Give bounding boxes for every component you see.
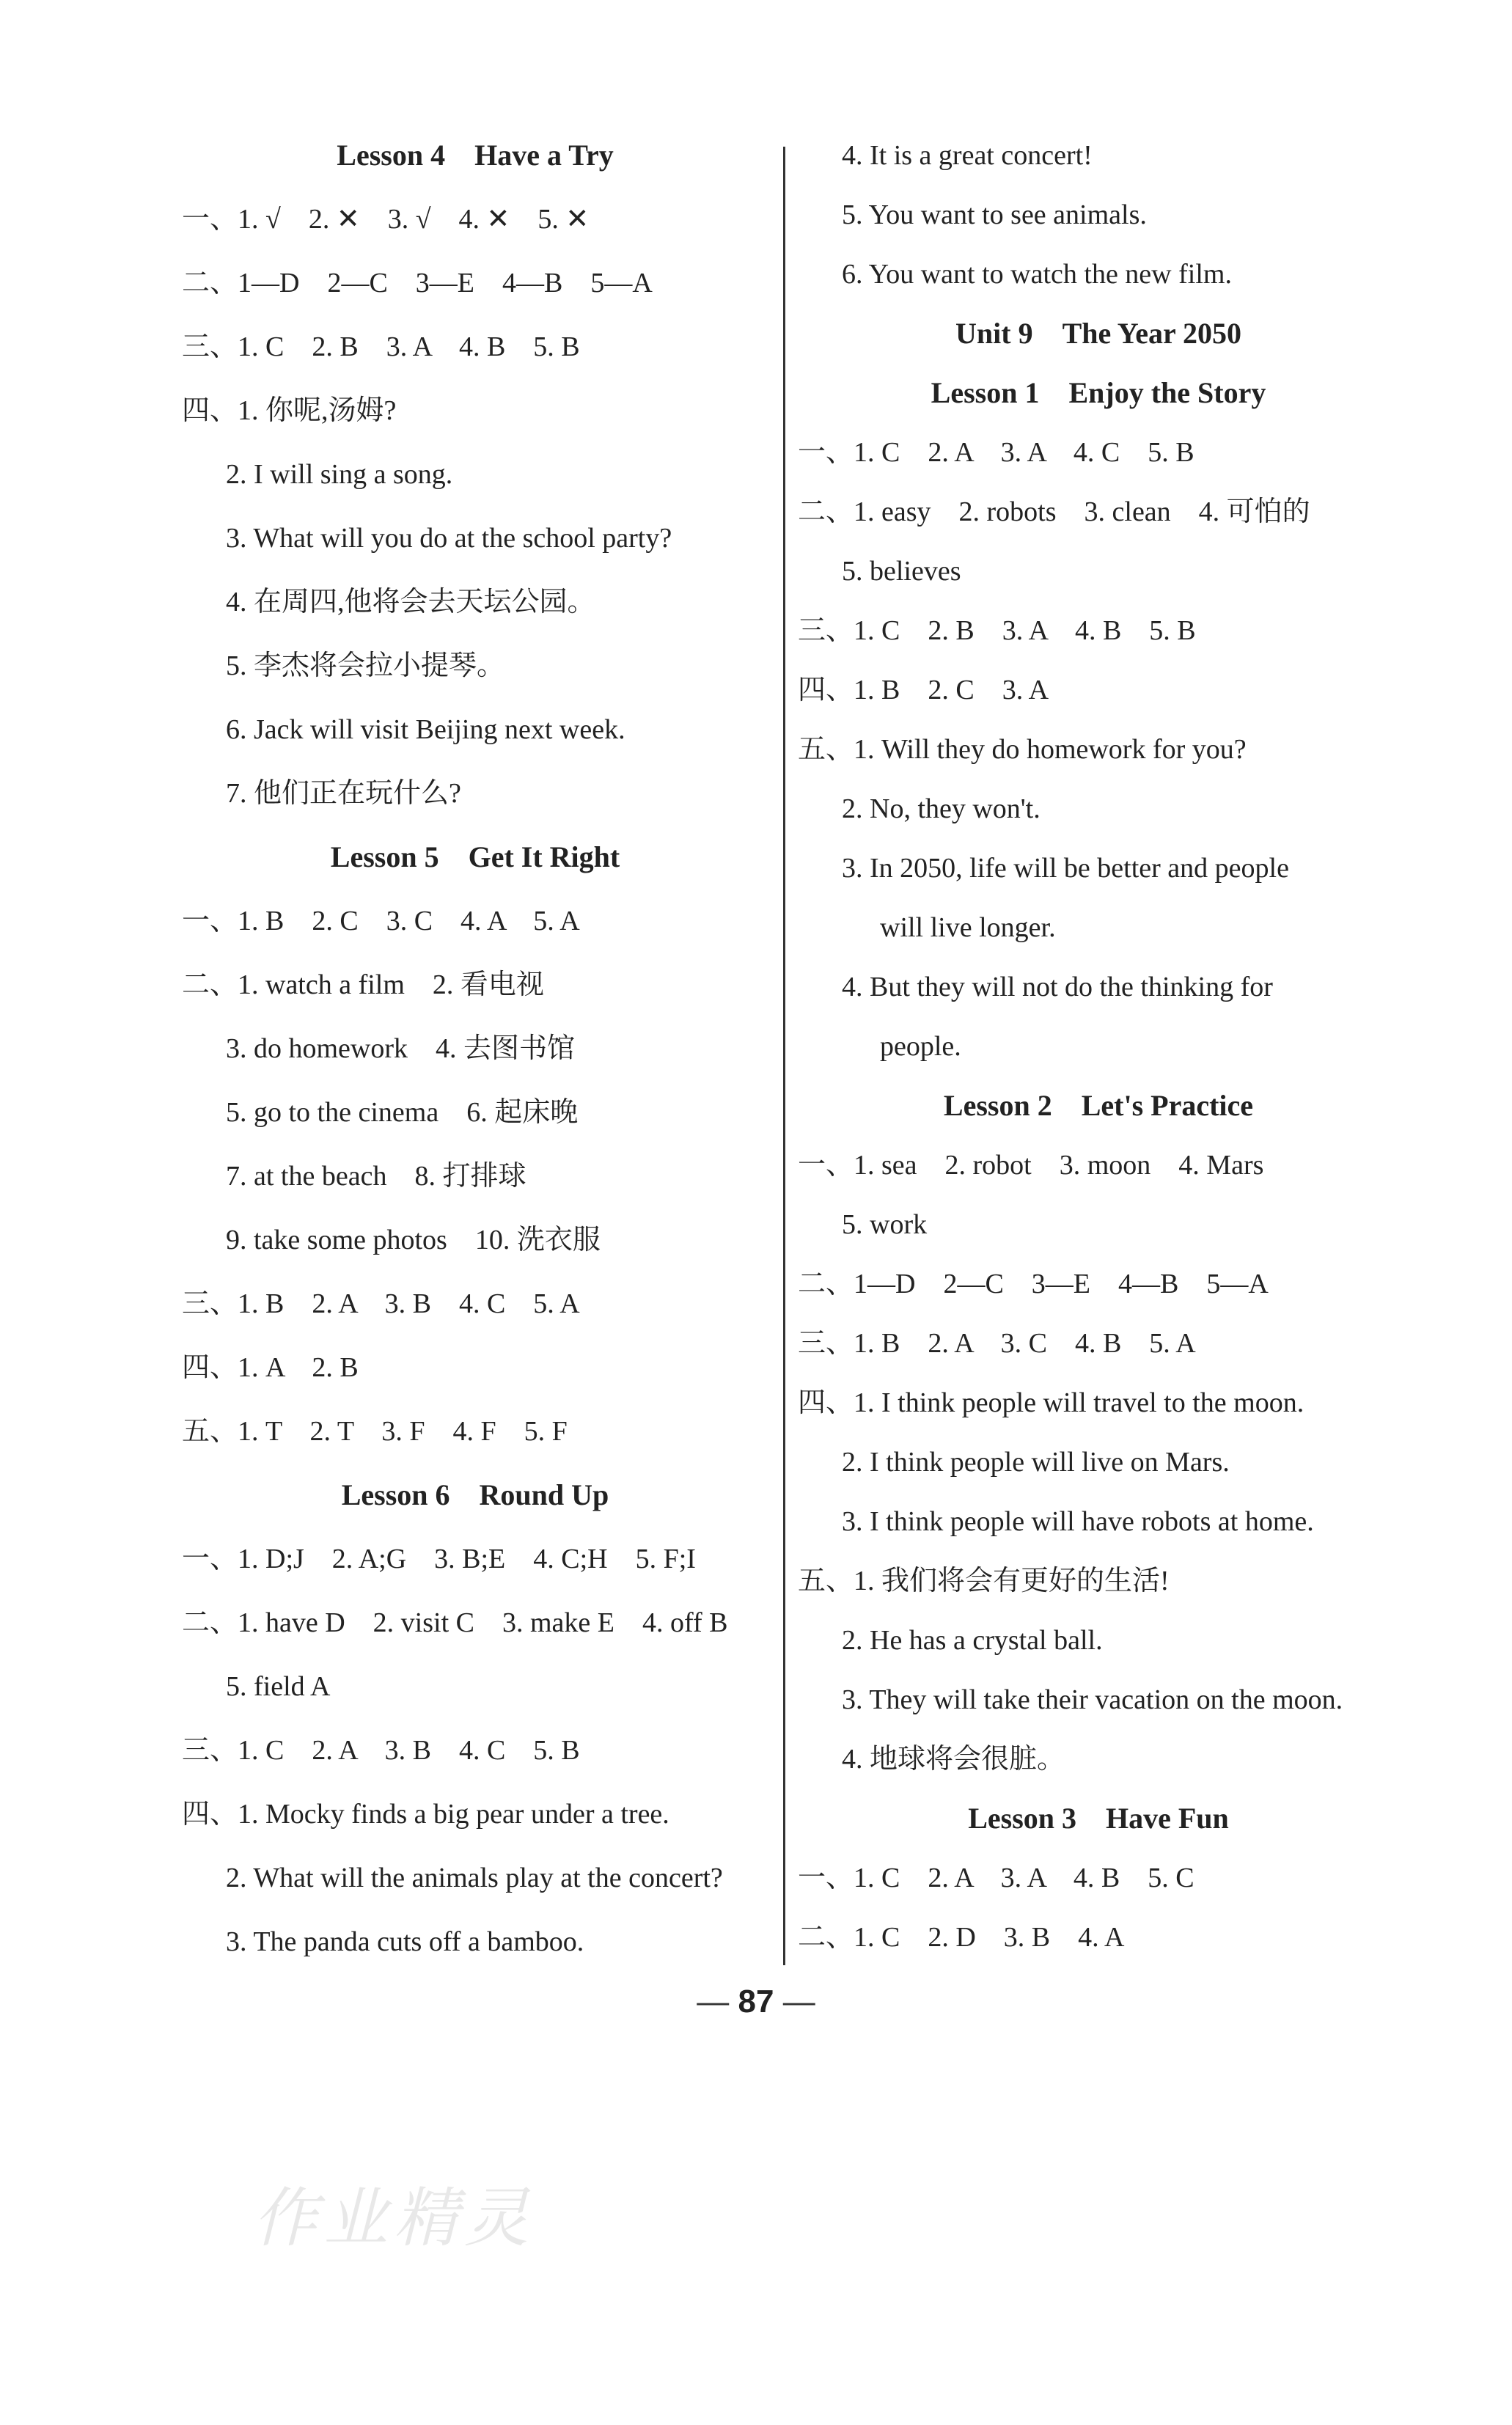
- page-number-dash-right: —: [782, 1984, 815, 2019]
- section-heading: Lesson 2 Let's Practice: [943, 1089, 1254, 1122]
- watermark-text: 作业精灵: [253, 2180, 535, 2256]
- answer-subline: 9. take some photos 10. 洗衣服: [226, 1225, 601, 1255]
- answer-subline: 5. go to the cinema 6. 起床晚: [226, 1097, 579, 1128]
- answer-continuation: people.: [880, 1031, 961, 1062]
- answer-continuation: will live longer.: [880, 912, 1056, 943]
- answer-subline: 2. He has a crystal ball.: [842, 1625, 1103, 1656]
- answer-line: 一、1. C 2. A 3. A 4. B 5. C: [798, 1863, 1194, 1893]
- answer-subline: 4. But they will not do the thinking for: [842, 972, 1273, 1002]
- answer-subline: 5. field A: [226, 1671, 331, 1702]
- section-heading: Lesson 1 Enjoy the Story: [931, 376, 1266, 409]
- answer-line: 四、1. A 2. B: [182, 1352, 359, 1383]
- answer-subline: 6. You want to watch the new film.: [842, 259, 1232, 290]
- answer-subline: 6. Jack will visit Beijing next week.: [226, 714, 625, 745]
- answer-line: 二、1. C 2. D 3. B 4. A: [798, 1922, 1125, 1953]
- answer-line: 四、1. B 2. C 3. A: [798, 675, 1049, 705]
- answer-subline: 3. What will you do at the school party?: [226, 523, 672, 554]
- answer-subline: 4. It is a great concert!: [842, 140, 1093, 171]
- answer-line: 二、1—D 2—C 3—E 4—B 5—A: [182, 268, 653, 298]
- answer-line: 五、1. T 2. T 3. F 4. F 5. F: [182, 1416, 568, 1447]
- answer-subline: 7. 他们正在玩什么?: [226, 778, 461, 809]
- answer-subline: 2. I will sing a song.: [226, 459, 453, 490]
- answer-subline: 4. 地球将会很脏。: [842, 1744, 1065, 1775]
- answer-line: 四、1. Mocky finds a big pear under a tree.: [182, 1799, 669, 1830]
- answer-line: 三、1. C 2. B 3. A 4. B 5. B: [182, 331, 580, 362]
- answer-subline: 4. 在周四,他将会去天坛公园。: [226, 587, 595, 617]
- answer-subline: 5. 李杰将会拉小提琴。: [226, 650, 505, 681]
- answer-subline: 2. I think people will live on Mars.: [842, 1447, 1230, 1478]
- answer-subline: 5. work: [842, 1209, 928, 1240]
- answer-line: 三、1. C 2. A 3. B 4. C 5. B: [182, 1735, 580, 1766]
- answer-line: 五、1. 我们将会有更好的生活!: [798, 1566, 1170, 1596]
- page-number: [0, 1984, 1512, 2020]
- answer-line: 四、1. I think people will travel to the moon.: [798, 1387, 1304, 1418]
- answer-subline: 2. What will the animals play at the concert?: [226, 1863, 723, 1893]
- answer-line: 四、1. 你呢,汤姆?: [182, 395, 397, 426]
- answer-subline: 3. I think people will have robots at home.: [842, 1506, 1314, 1537]
- section-heading: Lesson 4 Have a Try: [337, 139, 614, 172]
- right-column: [798, 139, 1399, 1981]
- left-column: [182, 139, 768, 1989]
- answer-subline: 3. The panda cuts off a bamboo.: [226, 1926, 584, 1957]
- column-divider: [783, 147, 785, 1965]
- page-number-dash-left: —: [697, 1984, 730, 2019]
- answer-line: 三、1. B 2. A 3. C 4. B 5. A: [798, 1328, 1196, 1359]
- answer-line: 二、1. watch a film 2. 看电视: [182, 969, 544, 1000]
- answer-subline: 5. believes: [842, 556, 961, 587]
- answer-line: 一、1. sea 2. robot 3. moon 4. Mars: [798, 1150, 1264, 1181]
- answer-line: 五、1. Will they do homework for you?: [798, 734, 1247, 765]
- answer-subline: 3. They will take their vacation on the moon.: [842, 1684, 1343, 1715]
- answer-subline: 7. at the beach 8. 打排球: [226, 1161, 526, 1192]
- page-number-value: 87: [738, 1984, 774, 2019]
- answer-line: 一、1. C 2. A 3. A 4. C 5. B: [798, 437, 1194, 468]
- answer-line: 三、1. C 2. B 3. A 4. B 5. B: [798, 615, 1196, 646]
- section-heading: Unit 9 The Year 2050: [955, 317, 1241, 350]
- section-heading: Lesson 3 Have Fun: [968, 1802, 1229, 1835]
- answer-line: 一、1. √ 2. ✕ 3. √ 4. ✕ 5. ✕: [182, 204, 590, 235]
- answer-line: 二、1. have D 2. visit C 3. make E 4. off B: [182, 1607, 728, 1638]
- section-heading: Lesson 6 Round Up: [341, 1478, 609, 1511]
- answer-subline: 3. In 2050, life will be better and people: [842, 853, 1289, 884]
- answer-line: 二、1—D 2—C 3—E 4—B 5—A: [798, 1269, 1269, 1299]
- answer-subline: 2. No, they won't.: [842, 793, 1041, 824]
- section-heading: Lesson 5 Get It Right: [330, 840, 620, 873]
- answer-line: 三、1. B 2. A 3. B 4. C 5. A: [182, 1288, 580, 1319]
- answer-line: 一、1. D;J 2. A;G 3. B;E 4. C;H 5. F;I: [182, 1544, 696, 1574]
- answer-line: 二、1. easy 2. robots 3. clean 4. 可怕的: [798, 496, 1310, 527]
- answer-subline: 5. You want to see animals.: [842, 199, 1147, 230]
- answer-line: 一、1. B 2. C 3. C 4. A 5. A: [182, 906, 580, 936]
- answer-subline: 3. do homework 4. 去图书馆: [226, 1033, 576, 1064]
